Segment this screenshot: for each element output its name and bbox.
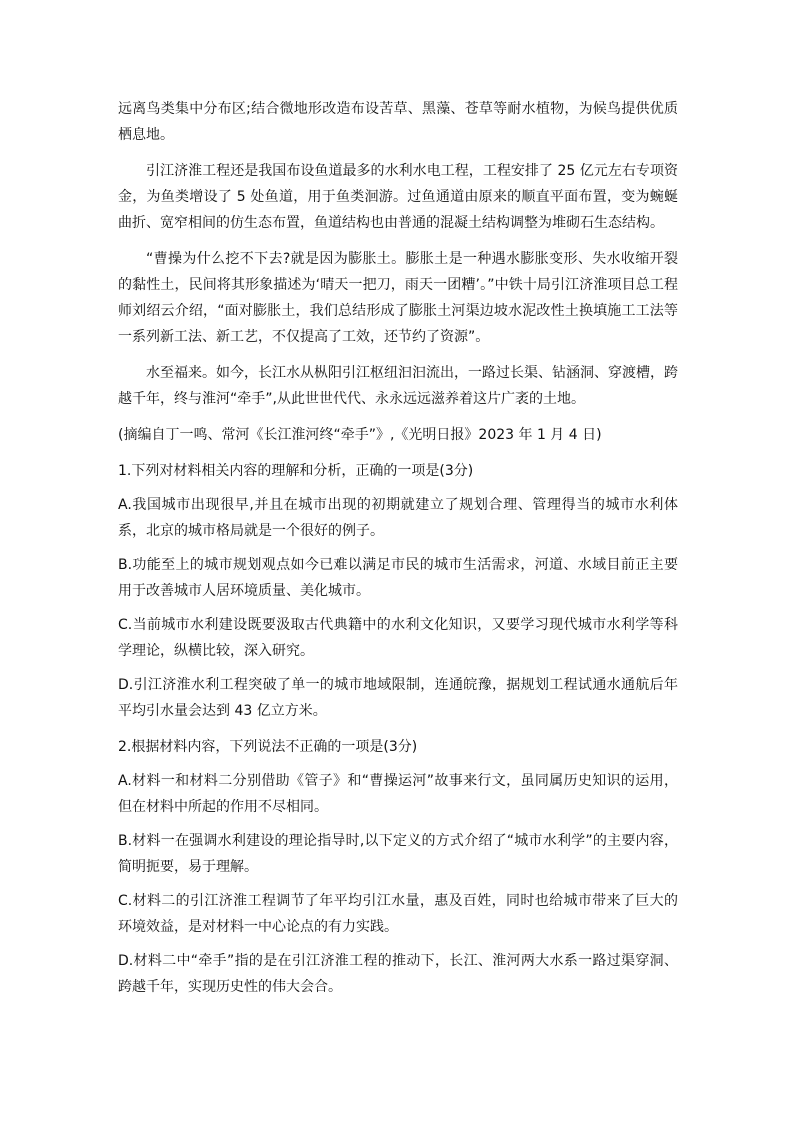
passage-paragraph-2: 引江济淮工程还是我国布设鱼道最多的水利水电工程，工程安排了 25 亿元左右专项资金，为鱼类增设了 5 处鱼道，用于鱼类洄游。过鱼通道由原来的顺直平面布置，变为蜿蜒曲折、宽窄相间的仿生态布置，鱼道结构也由普通的混凝土结构调整为堆砌石生态结构。 [118,163,678,231]
question-2-option-a: A.材料一和材料二分别借助《管子》和“曹操运河”故事来行文，虽同属历史知识的运用，但在材料中所起的作用不尽相同。 [118,773,678,815]
question-1-option-b: B.功能至上的城市规划观点如今已难以满足市民的城市生活需求，河道、水域目前正主要用于改善城市人居环境质量、美化城市。 [118,557,678,599]
question-2-option-b: B.材料一在强调水利建设的理论指导时,以下定义的方式介绍了“城市水利学”的主要内容，简明扼要，易于理解。 [118,833,678,875]
question-2-option-c: C.材料二的引江济淮工程调节了年平均引江水量，惠及百姓，同时也给城市带来了巨大的环境效益，是对材料一中心论点的有力实践。 [118,893,678,935]
question-1-option-d: D.引江济淮水利工程突破了单一的城市地域限制，连通皖豫，据规划工程试通水通航后年平均引水量会达到 43 亿立方米。 [118,677,678,719]
document-page [118,96,678,1000]
question-2-stem: 2.根据材料内容，下列说法不正确的一项是(3分) [118,739,418,755]
question-1-option-a: A.我国城市出现很早,并且在城市出现的初期就建立了规划合理、管理得当的城市水利体系，北京的城市格局就是一个很好的例子。 [118,497,678,539]
question-1-stem: 1.下列对材料相关内容的理解和分析，正确的一项是(3分) [118,463,474,479]
passage-paragraph-1: 远离鸟类集中分布区;结合微地形改造布设苦草、黑藻、苍草等耐水植物，为候鸟提供优质栖息地。 [118,101,678,143]
passage-paragraph-4: 水至福来。如今，长江水从枞阳引江枢纽汩汩流出，一路过长渠、钻涵洞、穿渡槽，跨越千年，终与淮河“牵手”,从此世世代代、永永远远滋养着这片广袤的土地。 [118,365,678,407]
question-1-option-c: C.当前城市水利建设既要汲取古代典籍中的水利文化知识，又要学习现代城市水利学等科学理论，纵横比较，深入研究。 [118,617,678,659]
passage-paragraph-3: “曹操为什么挖不下去?就是因为膨胀土。膨胀土是一种遇水膨胀变形、失水收缩开裂的黏性土，民间将其形象描述为‘晴天一把刀，雨天一团糟’。”中铁十局引江济淮项目总工程师刘绍云介绍，“面对膨胀土，我们总结形成了膨胀土河渠边坡水泥改性土换填施工工法等一系列新工法、新工艺，不仅提高了工效，还节约了资源”。 [118,251,678,345]
question-2-option-d: D.材料二中“牵手”指的是在引江济淮工程的推动下，长江、淮河两大水系一路过渠穿洞、跨越千年，实现历史性的伟大会合。 [118,953,678,995]
source-citation: (摘编自丁一鸣、常河《长江淮河终“牵手”》,《光明日报》2023 年 1 月 4 日) [118,427,602,443]
